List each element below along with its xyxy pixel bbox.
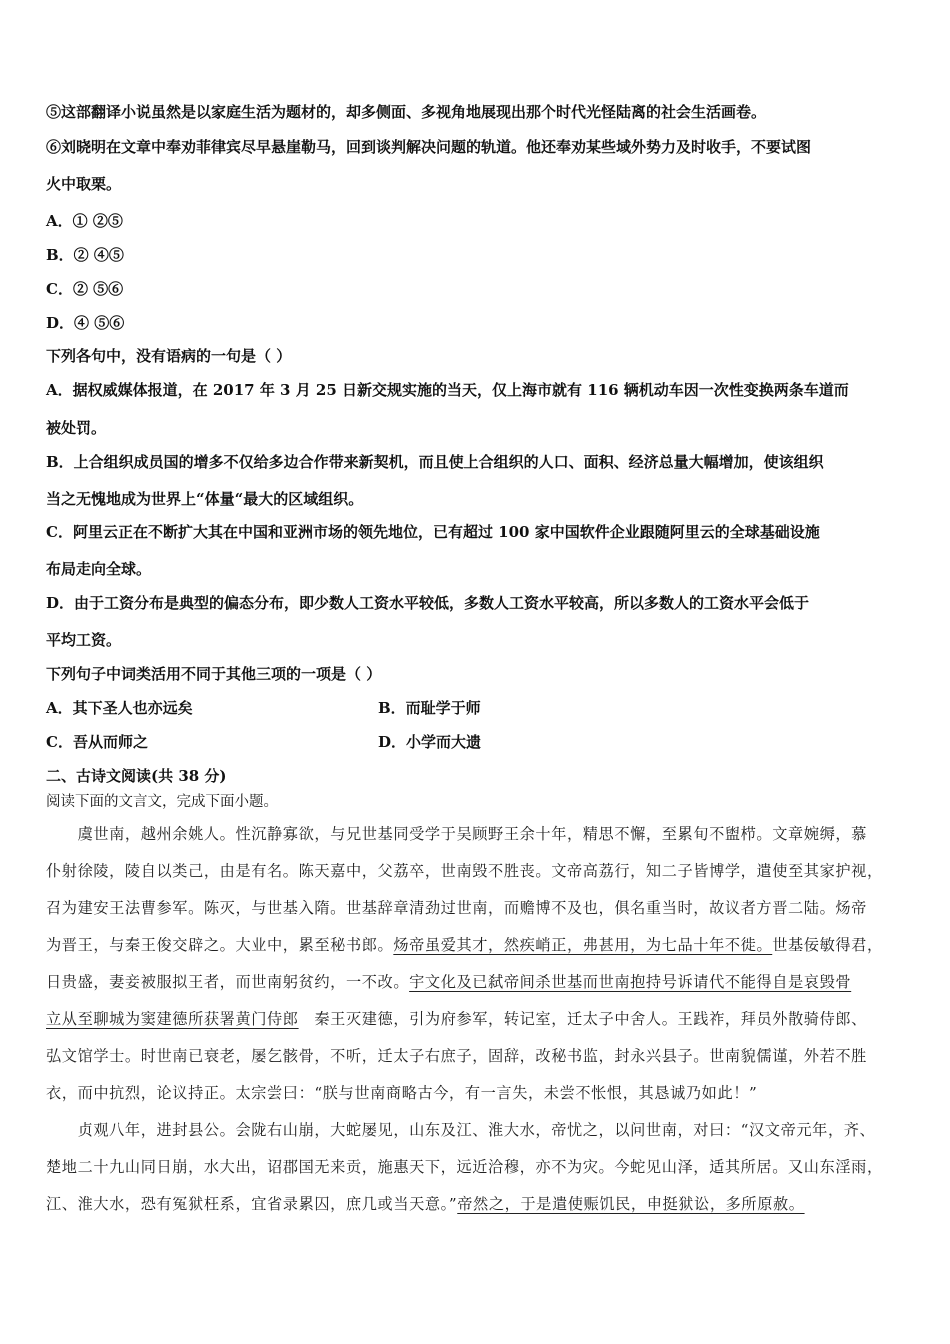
item-5: ⑤这部翻译小说虽然是以家庭生活为题材的，却多侧面、多视角地展现出那个时代光怪陆离的社会生活画卷。 <box>46 103 767 121</box>
underlined-sentence: 帝然之，于是遣使赈饥民，申挺狱讼，多所原赦。 <box>457 1195 805 1213</box>
passage-p2-line-2: 楚地二十九山同日崩，水大出，诏郡国无来贡，施惠天下，远近洽穆，亦不为灾。今蛇见山泽，适其所居。又山东淫雨， <box>46 1158 883 1176</box>
passage-p1-line-5 <box>46 971 914 992</box>
passage-p2-line-1: 贞观八年，进封县公。会陇右山崩，大蛇屡见，山东及江、淮大水，帝忧之，以问世南，对曰：“汉文帝元年，齐、 <box>46 1121 876 1139</box>
q3-option-d: D．小学而大遗 <box>378 733 482 751</box>
q1-option-c: C．② ⑤⑥ <box>46 280 124 298</box>
q1-option-a: A．① ②⑤ <box>46 212 123 230</box>
underlined-sentence: 炀帝虽爱其才，然疾峭正，弗甚用，为七品十年不徙。 <box>393 936 773 954</box>
q2-option-c-line-2: 布局走向全球。 <box>46 560 152 578</box>
passage-text: 日贵盛，妻妾被服拟王者，而世南躬贫约，一不改。 <box>46 973 410 991</box>
item-6-line-2: 火中取栗。 <box>46 175 122 193</box>
passage-p1-line-4 <box>46 934 914 955</box>
passage-p1-line-6 <box>46 1008 914 1029</box>
passage-p1-line-8: 衣，而中抗烈，论议持正。太宗尝曰：“朕与世南商略古今，有一言失，未尝不怅恨，其恳诚乃如此！” <box>46 1084 758 1102</box>
underlined-sentence: 宇文化及已弑帝间杀世基而世南抱持号诉请代不能得自是哀毁骨 <box>409 973 852 991</box>
q1-option-d: D．④ ⑤⑥ <box>46 314 125 332</box>
q3-option-c: C．吾从而师之 <box>46 733 148 751</box>
passage-text: 秦王灭建德，引为府参军，转记室，迁太子中舍人。王践祚，拜员外散骑侍郎、 <box>298 1010 867 1028</box>
passage-p1-line-7: 弘文馆学士。时世南已衰老，屡乞骸骨，不听，迁太子右庶子，固辞，改秘书监，封永兴县子。世南貌儒谨，外若不胜 <box>46 1047 867 1065</box>
q3-option-b: B．而耻学于师 <box>378 699 481 717</box>
q2-option-a-line-2: 被处罚。 <box>46 419 107 437</box>
item-6-line-1: ⑥刘晓明在文章中奉劝菲律宾尽早悬崖勒马，回到谈判解决问题的轨道。他还奉劝某些域外势力及时收手，不要试图 <box>46 138 812 156</box>
section-heading: 二、古诗文阅读(共 38 分) <box>46 767 227 785</box>
q3-option-a: A．其下圣人也亦远矣 <box>46 699 193 717</box>
q3-stem: 下列句子中词类活用不同于其他三项的一项是（ ） <box>46 665 382 683</box>
q2-option-b-line-2: 当之无愧地成为世界上“体量“最大的区域组织。 <box>46 490 364 508</box>
passage-p2-line-3 <box>46 1193 914 1214</box>
q2-option-d-line-2: 平均工资。 <box>46 631 122 649</box>
passage-text: 江、淮大水，恐有冤狱枉系，宜省录累囚，庶几或当天意。” <box>46 1195 458 1213</box>
q2-option-b-line-1: B．上合组织成员国的增多不仅给多边合作带来新契机，而且使上合组织的人口、面积、经济总量大幅增加，使该组织 <box>46 453 824 471</box>
q1-option-b: B．② ④⑤ <box>46 246 124 264</box>
passage-p1-line-2: 仆射徐陵，陵自以类己，由是有名。陈天嘉中，父荔卒，世南毁不胜丧。文帝高荔行，知二子皆博学，遣使至其家护视， <box>46 862 883 880</box>
passage-text: 为晋王，与秦王俊交辟之。大业中，累至秘书郎。 <box>46 936 394 954</box>
q2-option-a-line-1: A．据权威媒体报道，在 2017 年 3 月 25 日新交规实施的当天，仅上海市就有 116 辆机动车因一次性变换两条车道而 <box>46 381 849 399</box>
q2-stem: 下列各句中，没有语病的一句是（ ） <box>46 347 292 365</box>
underlined-sentence: 立从至聊城为窦建德所获署黄门侍郎 <box>46 1010 299 1028</box>
passage-p1-line-3: 召为建安王法曹参军。陈灭，与世基入隋。世基辞章清劲过世南，而赡博不及也，俱名重当时，故议者方晋二陆。炀帝 <box>46 899 867 917</box>
passage-p1-line-1: 虞世南，越州余姚人。性沉静寡欲，与兄世基同受学于吴顾野王余十年，精思不懈，至累旬不盥栉。文章婉缛，慕 <box>46 825 867 843</box>
passage-text: 世基佞敏得君， <box>772 936 883 954</box>
q2-option-d-line-1: D．由于工资分布是典型的偏态分布，即少数人工资水平较低，多数人工资水平较高，所以多数人的工资水平会低于 <box>46 594 810 612</box>
section-instruction: 阅读下面的文言文，完成下面小题。 <box>46 794 278 810</box>
q2-option-c-line-1: C．阿里云正在不断扩大其在中国和亚洲市场的领先地位，已有超过 100 家中国软件企业跟随阿里云的全球基础设施 <box>46 523 820 541</box>
